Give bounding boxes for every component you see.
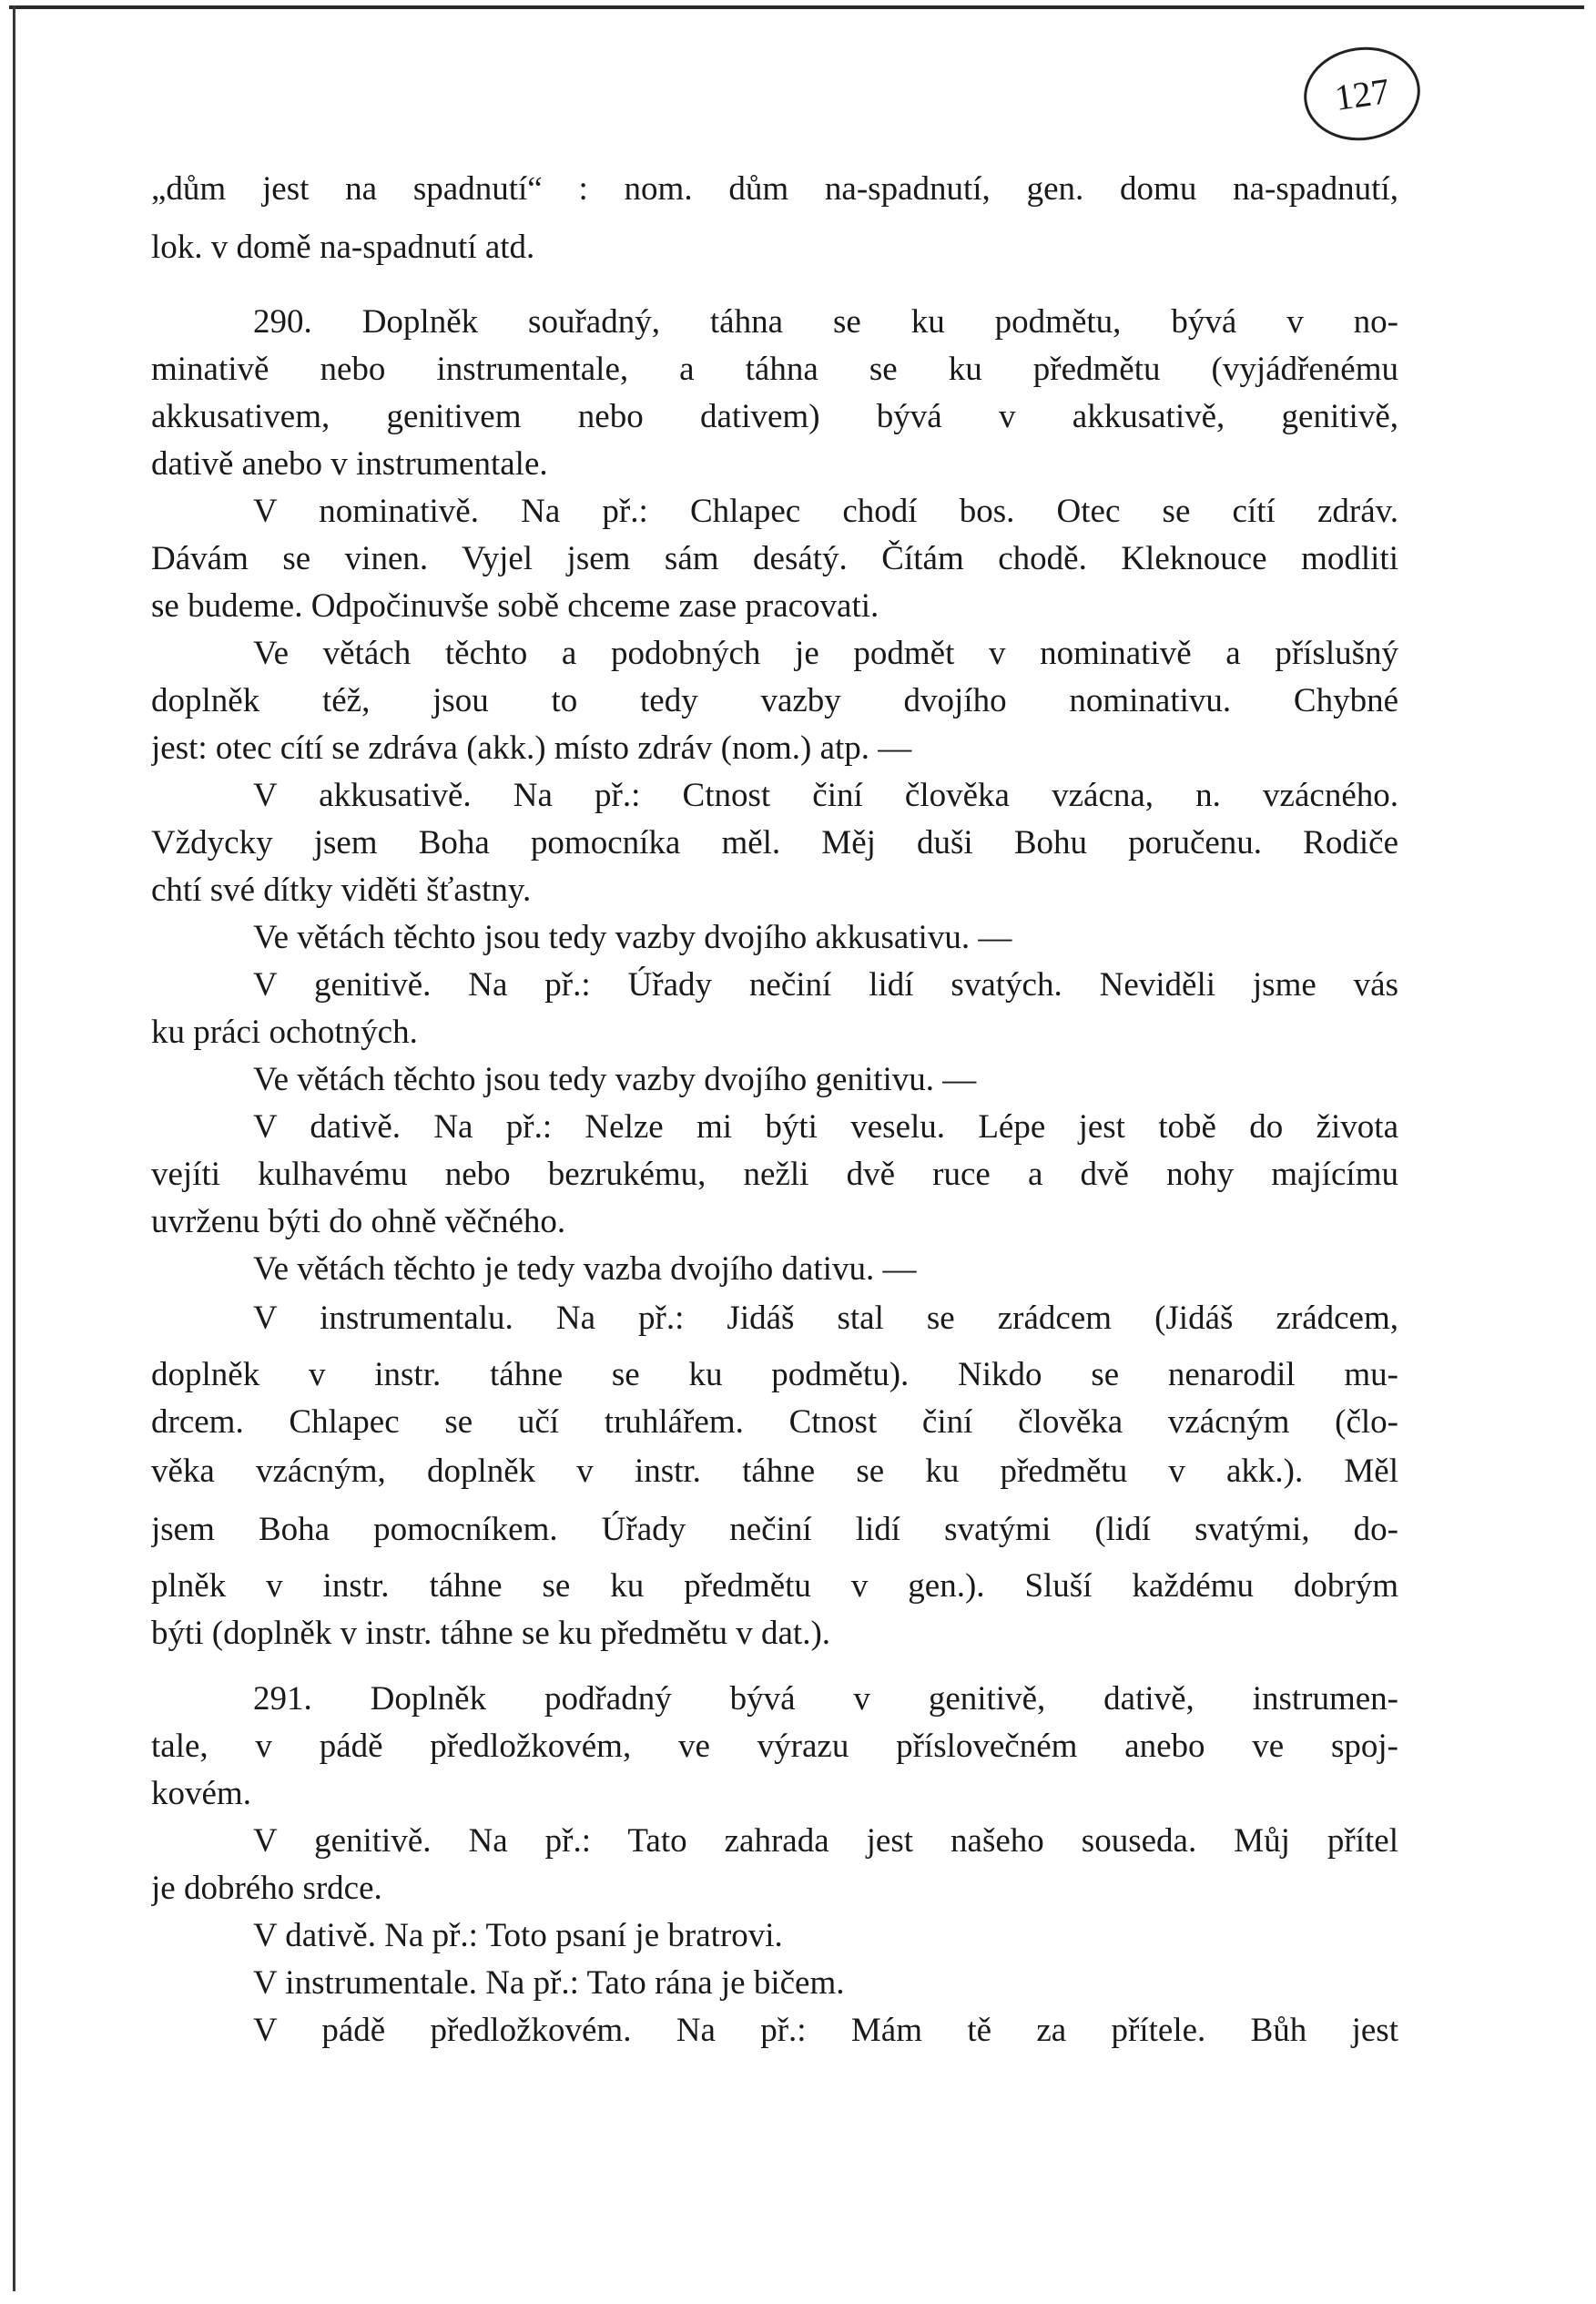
text-line: vejíti kulhavému nebo bezrukému, nežli dvě ruce a dvě nohy majícímu [151, 1156, 1398, 1193]
text-line: kovém. [151, 1775, 251, 1812]
text-line: je dobrého srdce. [151, 1870, 382, 1907]
text-line: doplněk v instr. táhne se ku podmětu). Nikdo se nenarodil mu- [151, 1356, 1398, 1393]
text-line: V instrumentalu. Na př.: Jidáš stal se zrádcem (Jidáš zrádcem, [253, 1300, 1398, 1337]
text-line: lok. v domě na-spadnutí atd. [151, 229, 535, 266]
text-line: V genitivě. Na př.: Úřady nečiní lidí svatých. Neviděli jsme vás [253, 966, 1398, 1004]
text-line: uvrženu býti do ohně věčného. [151, 1203, 566, 1240]
text-line: V nominativě. Na př.: Chlapec chodí bos. Otec se cítí zdráv. [253, 493, 1398, 530]
text-line: chtí své dítky viděti šťastny. [151, 872, 532, 909]
page-body-text [151, 164, 1398, 2054]
text-line: býti (doplněk v instr. táhne se ku předmětu v dat.). [151, 1615, 831, 1652]
section-291-heading: 291. Doplněk podřadný bývá v genitivě, dativě, instrumen- [253, 1680, 1398, 1718]
text-line: jsem Boha pomocníkem. Úřady nečiní lidí svatými (lidí svatými, do- [151, 1511, 1398, 1548]
text-line: V instrumentale. Na př.: Tato rána je bičem. [253, 1964, 845, 2002]
text-line: doplněk též, jsou to tedy vazby dvojího nominativu. Chybné [151, 682, 1398, 719]
page-edge-top [9, 5, 1584, 9]
text-line: věka vzácným, doplněk v instr. táhne se ku předmětu v akk.). Měl [151, 1453, 1398, 1490]
text-line: V pádě předložkovém. Na př.: Mám tě za přítele. Bůh jest [253, 2012, 1398, 2049]
text-line: plněk v instr. táhne se ku předmětu v gen.). Sluší každému dobrým [151, 1567, 1398, 1605]
section-290-heading: 290. Doplněk souřadný, táhna se ku podmětu, bývá v no- [253, 303, 1398, 341]
text-line: „dům jest na spadnutí“ : nom. dům na-spadnutí, gen. domu na-spadnutí, [151, 170, 1398, 208]
text-line: V dativě. Na př.: Nelze mi býti veselu. Lépe jest tobě do života [253, 1108, 1398, 1146]
text-line: dativě anebo v instrumentale. [151, 445, 548, 483]
text-line: V genitivě. Na př.: Tato zahrada jest našeho souseda. Můj přítel [253, 1822, 1398, 1860]
text-line: minativě nebo instrumentale, a táhna se ku předmětu (vyjádřenému [151, 351, 1398, 388]
text-line: se budeme. Odpočinuvše sobě chceme zase pracovati. [151, 587, 879, 625]
text-line: drcem. Chlapec se učí truhlářem. Ctnost činí člověka vzácným (člo- [151, 1403, 1398, 1441]
text-line: tale, v pádě předložkovém, ve výrazu příslovečném anebo ve spoj- [151, 1728, 1398, 1765]
text-line: Ve větách těchto je tedy vazba dvojího dativu. — [253, 1250, 917, 1288]
text-line: V dativě. Na př.: Toto psaní je bratrovi. [253, 1917, 783, 1954]
text-line: V akkusativě. Na př.: Ctnost činí člověka vzácna, n. vzácného. [253, 777, 1398, 814]
text-line: Vždycky jsem Boha pomocníka měl. Měj duši Bohu poručenu. Rodiče [151, 824, 1398, 861]
page-edge-left [13, 5, 15, 2291]
text-line: jest: otec cítí se zdráva (akk.) místo zdráv (nom.) atp. — [151, 729, 912, 767]
text-line: ku práci ochotných. [151, 1014, 418, 1051]
text-line: Dávám se vinen. Vyjel jsem sám desátý. Čítám chodě. Kleknouce modliti [151, 540, 1398, 577]
page-number: 127 [1298, 40, 1427, 148]
text-line: Ve větách těchto jsou tedy vazby dvojího akkusativu. — [253, 919, 1012, 956]
text-line: Ve větách těchto a podobných je podmět v nominativě a příslušný [253, 635, 1398, 672]
text-line: Ve větách těchto jsou tedy vazby dvojího genitivu. — [253, 1061, 977, 1098]
text-line: akkusativem, genitivem nebo dativem) bývá v akkusativě, genitivě, [151, 398, 1398, 435]
